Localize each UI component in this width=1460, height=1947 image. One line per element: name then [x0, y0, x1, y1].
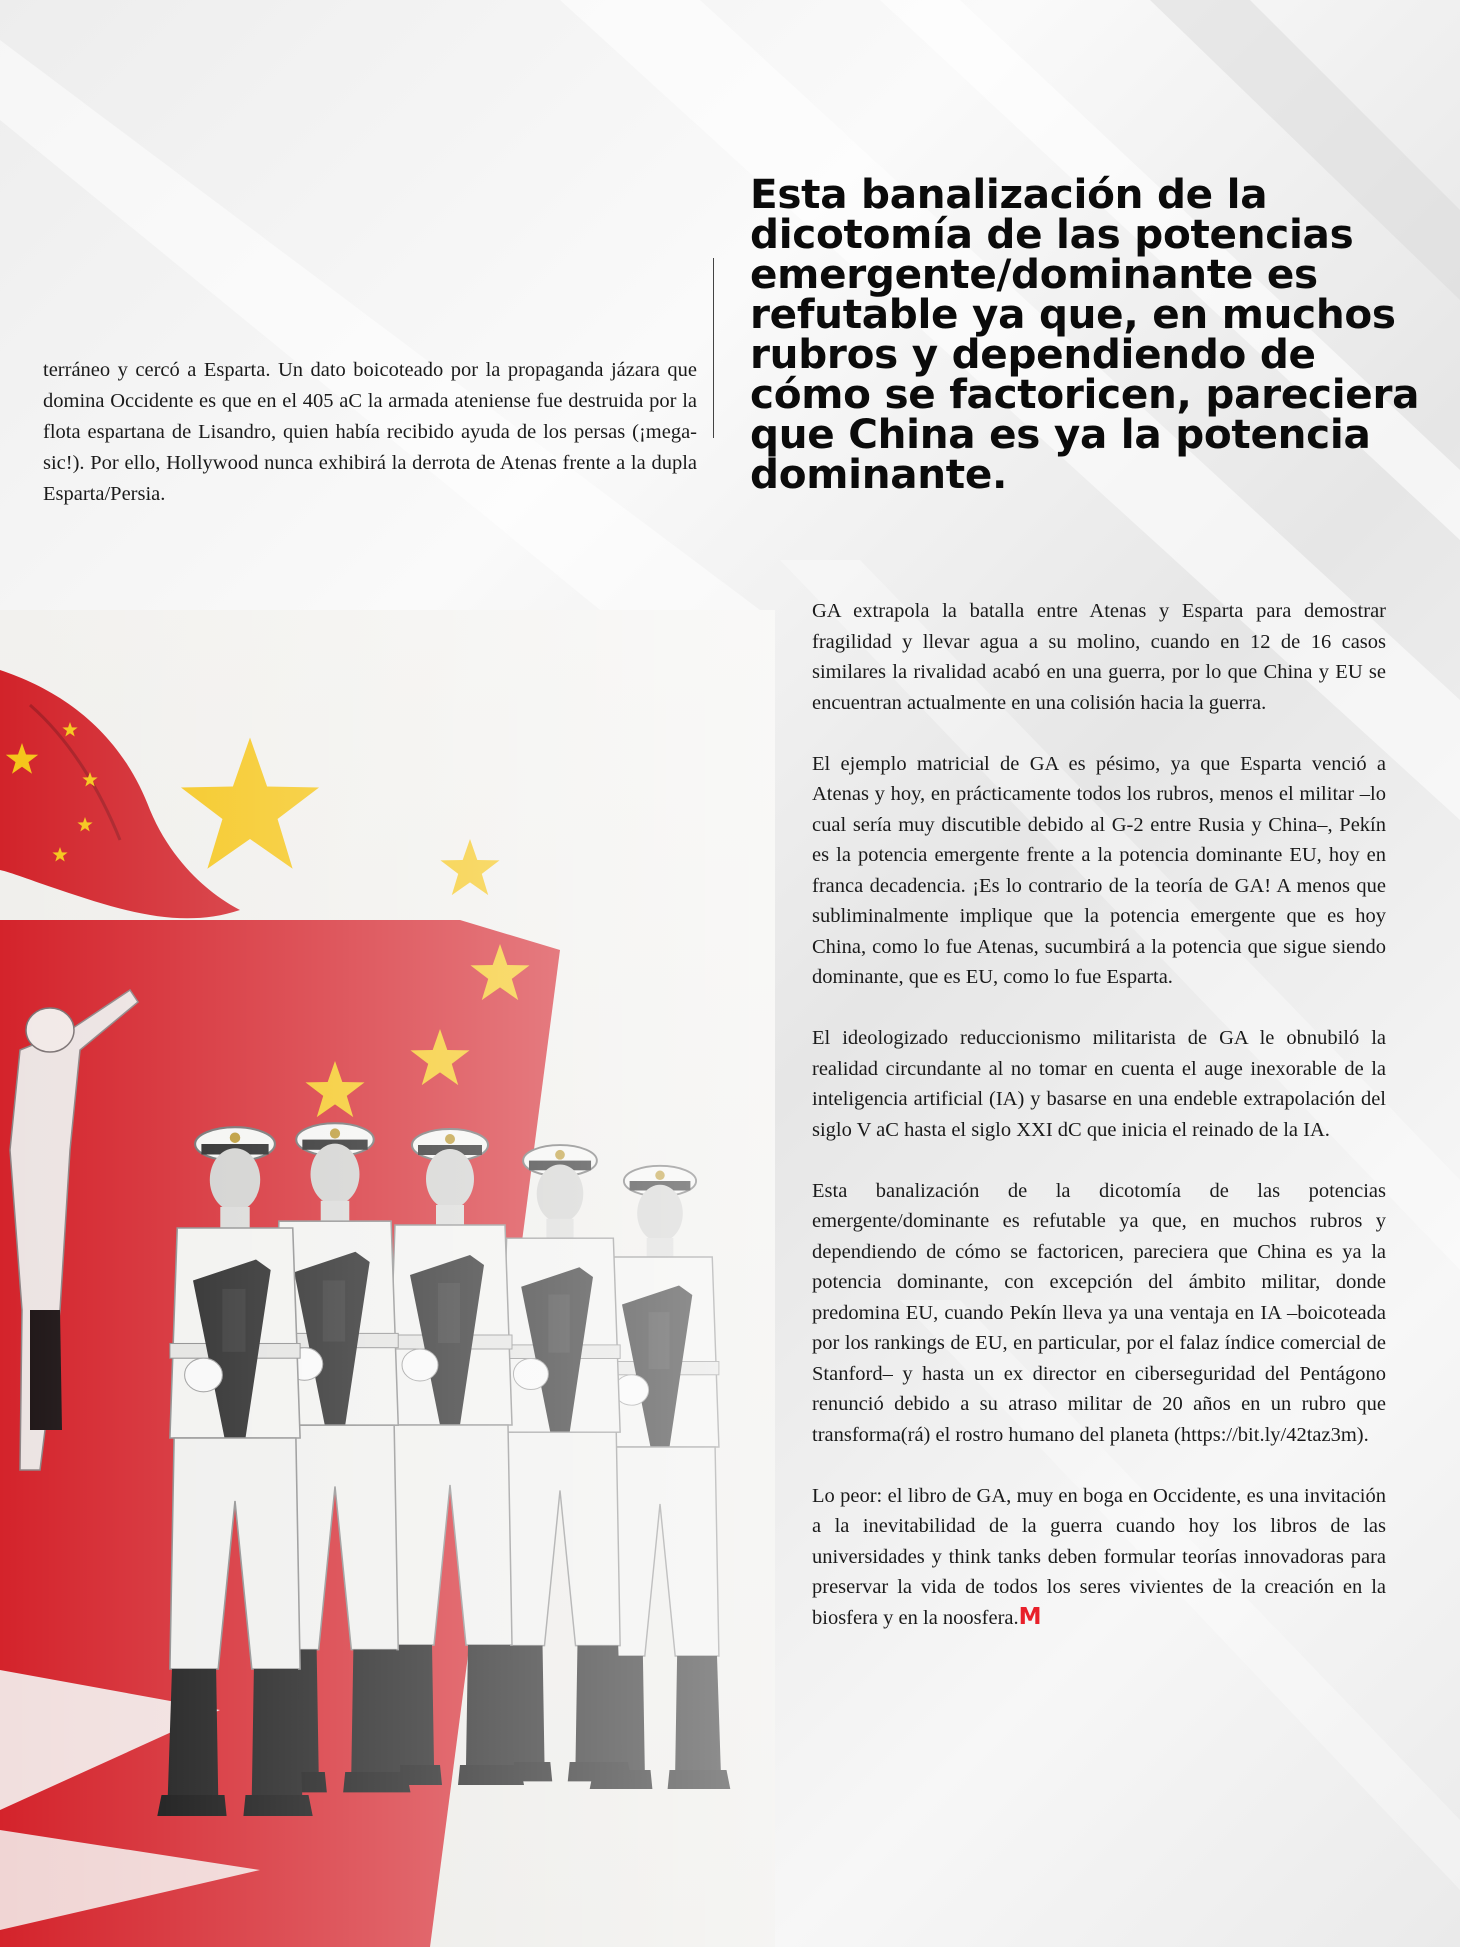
- body-paragraph: Esta banalización de la dicotomía de las potencias emergente/dominante es refutable ya que, en muchos rubros y dependiendo de cómo se factoricen, pareciera que China es ya la potencia dominante, con excepción del ámbito militar, donde predomina EU, cuando Pekín lleva ya una ventaja en IA –boicoteada por los rankings de EU, en particular, por el falaz índice comercial de Stanford– y hasta un ex director en ciberseguridad del Pentágono renunció debido a su atraso militar de 20 años en un rubro que transforma(rá) el rostro humano del planeta (https://bit.ly/42taz3m).: [812, 1179, 1386, 1446]
- column-divider: [713, 258, 714, 438]
- last-paragraph: [812, 1481, 1386, 1634]
- body-paragraph: El ideologizado reduccionismo militarista de GA le obnubiló la realidad circundante al no tomar en cuenta el auge inexorable de la inteligencia artificial (IA) y basarse en una endeble extrapolación del siglo V aC hasta el siglo XXI dC que inicia el reinado de la IA.: [812, 1027, 1386, 1141]
- pull-quote: Esta banalización de la dicotomía de las potencias emergente/dominante es refutable ya que, en muchos rubros y dependiendo de cómo se factoricen, pareciera que China es ya la potencia dominante.: [750, 170, 1420, 498]
- right-column-article: [812, 596, 1386, 1633]
- last-paragraph-text: Lo peor: el libro de GA, muy en boga en Occidente, es una invitación a la inevitabilidad de la guerra cuando hoy los libros de las universidades y think tanks deben formular teorías innovadoras para preservar la vida de todos los seres vivientes de la creación en la biosfera y en la noosfera.: [812, 1484, 1386, 1629]
- body-paragraph: El ejemplo matricial de GA es pésimo, ya que Esparta venció a Atenas y hoy, en prácticamente todos los rubros, menos el militar –lo cual sería muy discutible debido al G-2 entre Rusia y China–, Pekín es la potencia emergente frente a la potencia dominante EU, hoy en franca decadencia. ¡Es lo contrario de la teoría de GA! A menos que subliminalmente implique que la potencia emergente que es hoy China, como lo fue Atenas, sucumbirá a la potencia que sigue siendo dominante, que es EU, como lo fue Esparta.: [812, 752, 1386, 988]
- illustration-china-parade: [0, 610, 775, 1947]
- body-paragraph: GA extrapola la batalla entre Atenas y Esparta para demostrar fragilidad y llevar agua a su molino, cuando en 12 de 16 casos similares la rivalidad acabó en una guerra, por lo que China y EU se encuentran actualmente en una colisión hacia la guerra.: [812, 600, 1386, 714]
- left-column-text: terráneo y cercó a Esparta. Un dato boicoteado por la propaganda jázara que domina Occidente es que en el 405 aC la armada ateniense fue destruida por la flota espartana de Lisandro, quien había recibido ayuda de los persas (¡mega-sic!). Por ello, Hollywood nunca exhibirá la derrota de Atenas frente a la dupla Esparta/Persia.: [43, 359, 697, 505]
- magazine-end-mark-icon: M: [1018, 1603, 1042, 1630]
